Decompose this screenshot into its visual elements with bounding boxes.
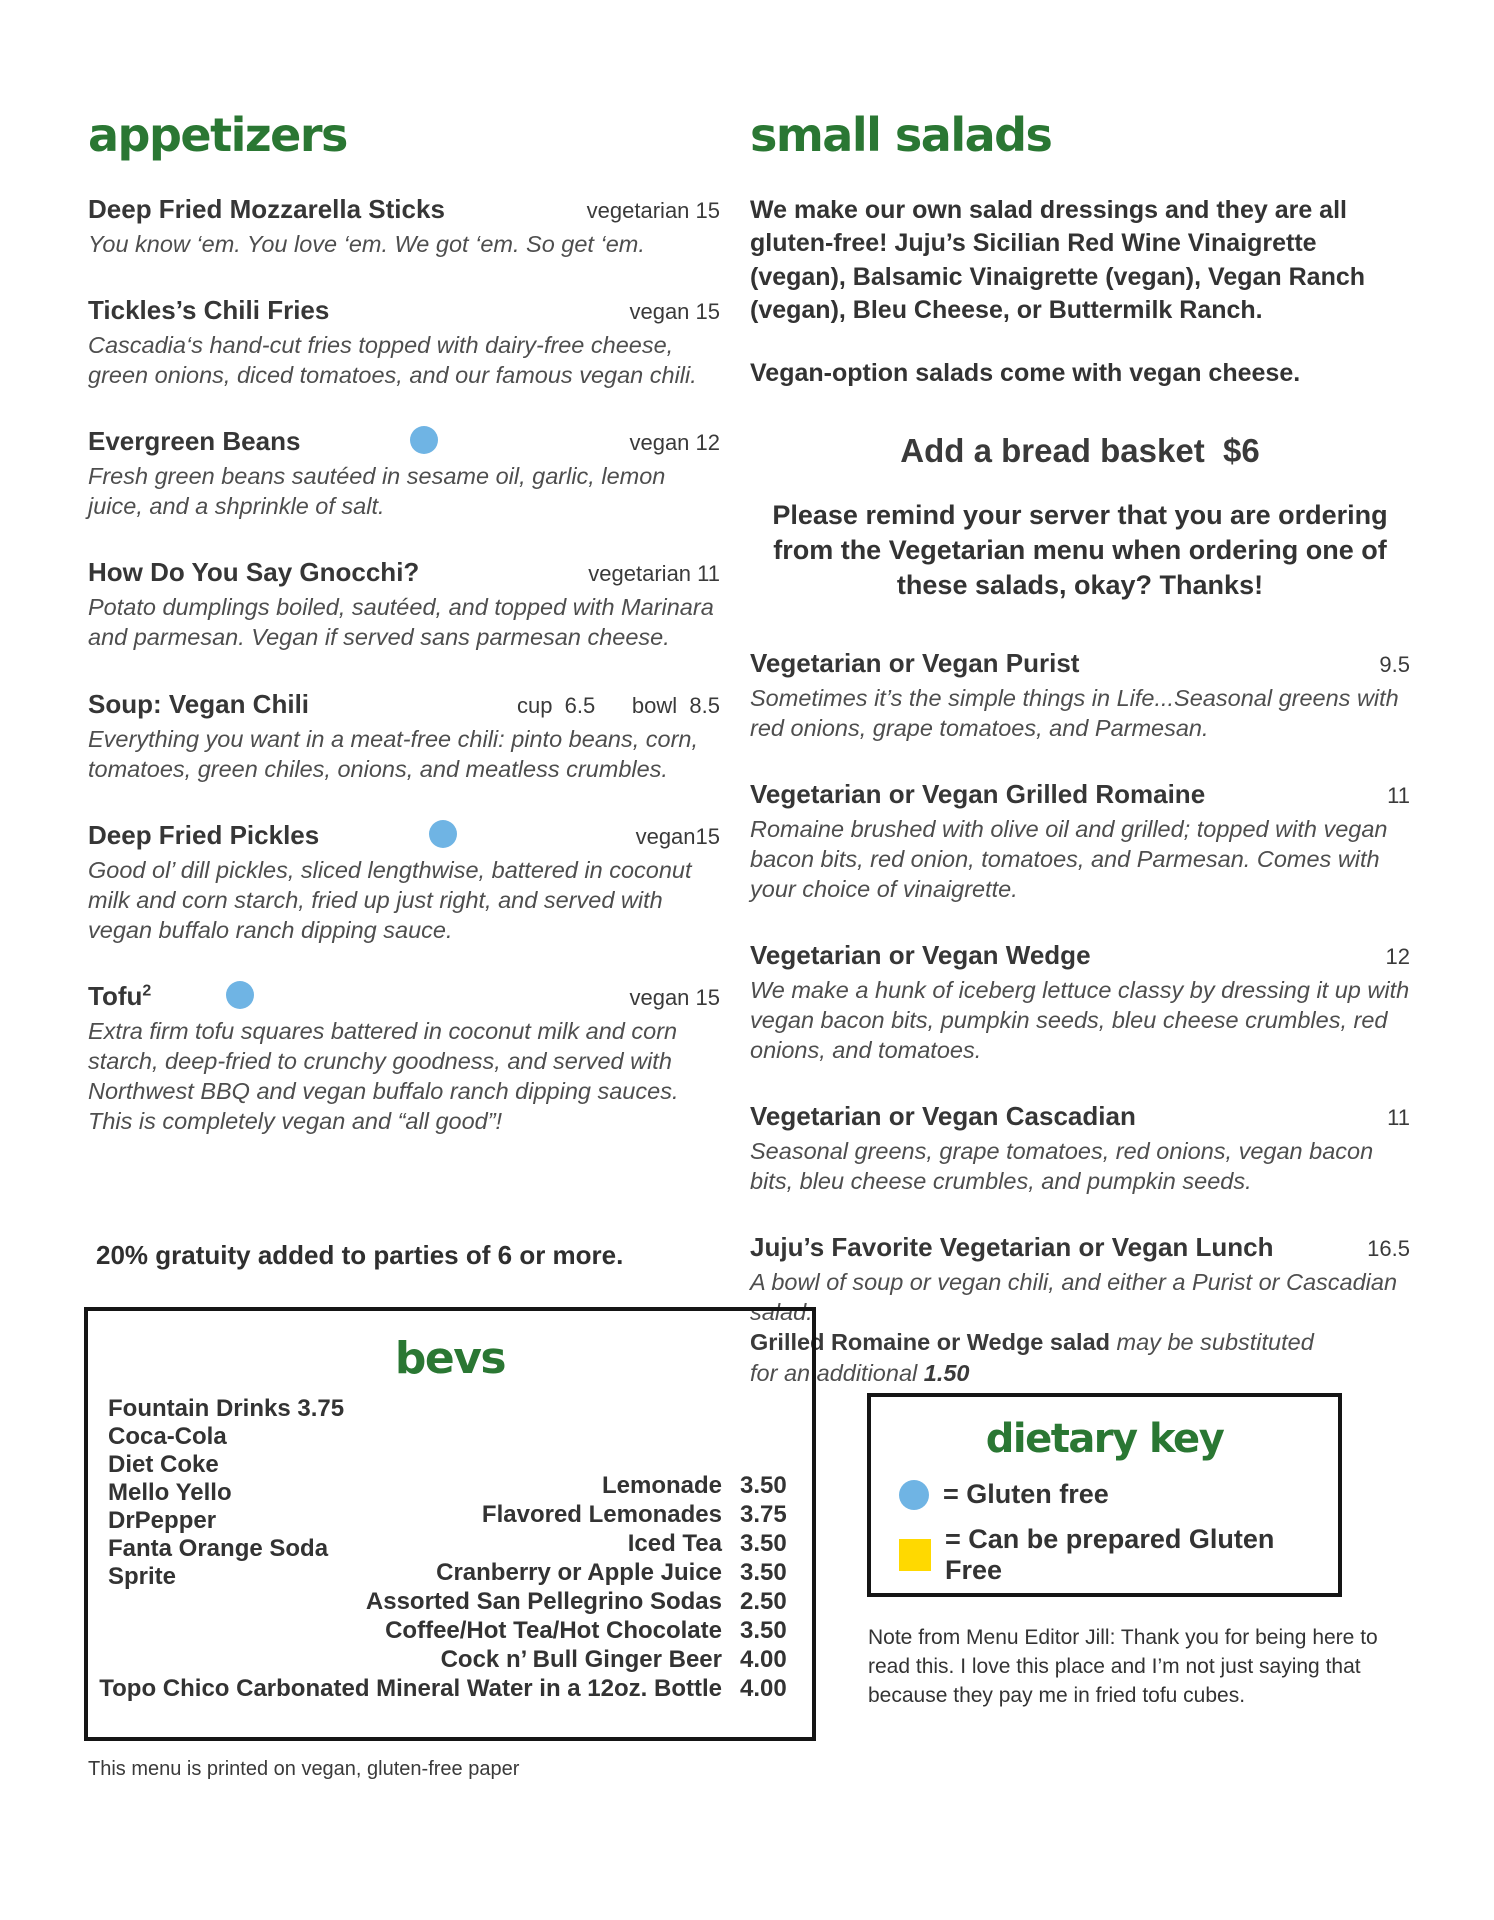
menu-item-jujus-favorite-lunch bbox=[750, 1232, 1410, 1387]
fountain-drink: Sprite bbox=[108, 1563, 177, 1590]
item-name: Soup: Vegan Chili bbox=[88, 688, 310, 719]
item-cup-bowl-price: cup 6.5 bowl 8.5 bbox=[516, 692, 720, 718]
bev-name: Cock n’ Bull Ginger Beer bbox=[440, 1646, 722, 1673]
bev-name: Lemonade bbox=[601, 1472, 722, 1499]
item-diet-price: vegan15 bbox=[635, 823, 720, 849]
item-description: Good ol’ dill pickles, sliced lengthwise, battered in coconut milk and corn starch, fried up just right, and served with vegan buffalo ranch dipping sauce. bbox=[88, 856, 692, 943]
item-name: Tofu$^2$ bbox=[88, 980, 152, 1011]
fountain-drink: Mello Yello bbox=[108, 1479, 232, 1506]
gluten-free-dot bbox=[410, 426, 438, 454]
gluten-free-key-row bbox=[899, 1479, 1338, 1510]
item-header bbox=[750, 779, 1410, 810]
bev-name: Iced Tea bbox=[627, 1530, 722, 1557]
menu-item-tickless-chili-fries bbox=[88, 295, 720, 390]
bev-row bbox=[99, 1558, 792, 1587]
item-header bbox=[88, 689, 720, 720]
fountain-drink: Coca-Cola bbox=[108, 1423, 227, 1450]
item-price: 16.5 bbox=[1367, 1236, 1410, 1262]
bev-row bbox=[99, 1529, 792, 1558]
item-description: You know ‘em. You love ‘em. We got ‘em. So get ‘em. bbox=[88, 231, 645, 257]
can-be-gluten-free-key-row bbox=[899, 1524, 1338, 1586]
item-header bbox=[88, 426, 720, 457]
gluten-free-dot bbox=[226, 981, 254, 1009]
bev-name: Topo Chico Carbonated Mineral Water in a 12oz. Bottle bbox=[99, 1675, 722, 1702]
menu-item-evergreen-beans bbox=[88, 426, 720, 521]
bev-name: Flavored Lemonades bbox=[481, 1501, 722, 1528]
fountain-drink: Fanta Orange Soda bbox=[108, 1535, 329, 1562]
item-name: Vegetarian or Vegan Cascadian bbox=[750, 1101, 1136, 1132]
item-description: A bowl of soup or vegan chili, and either a Purist or Cascadian salad. bbox=[750, 1269, 1398, 1326]
paper-note: This menu is printed on vegan, gluten-free paper bbox=[88, 1758, 520, 1780]
item-name: Vegetarian or Vegan Purist bbox=[750, 647, 1080, 678]
gluten-free-label: = Gluten free bbox=[943, 1479, 1109, 1509]
item-description: Extra firm tofu squares battered in coconut milk and corn starch, deep-fried to crunchy goodness, and served with Northwest BBQ and vegan buffalo ranch dipping sauces. This is completely vegan and “all good”! bbox=[88, 1017, 679, 1135]
bev-name: Coffee/Hot Tea/Hot Chocolate bbox=[385, 1617, 722, 1644]
bev-row bbox=[99, 1500, 792, 1529]
item-name: Deep Fried Pickles bbox=[88, 819, 320, 850]
substitution-salads: Grilled Romaine or Wedge salad bbox=[750, 1329, 1110, 1356]
item-diet-price: vegan 15 bbox=[629, 299, 720, 325]
item-description: Everything you want in a meat-free chili: pinto beans, corn, tomatoes, green chiles, onions, and meatless crumbles. bbox=[88, 725, 699, 782]
server-reminder: Please remind your server that you are ordering from the Vegetarian menu when ordering one of these salads, okay? Thanks! bbox=[772, 500, 1388, 601]
bev-price: 3.50 bbox=[740, 1472, 787, 1499]
bev-row bbox=[99, 1645, 792, 1674]
item-header bbox=[750, 940, 1410, 971]
menu-item-wedge-salad bbox=[750, 940, 1410, 1065]
appetizers-heading: appetizers bbox=[88, 108, 347, 162]
fountain-drink: Fountain Drinks 3.75 bbox=[108, 1395, 345, 1422]
bev-name: Assorted San Pellegrino Sodas bbox=[365, 1588, 722, 1615]
gratuity-note: 20% gratuity added to parties of 6 or more. bbox=[96, 1240, 624, 1271]
appetizers-section bbox=[88, 108, 720, 1271]
item-header bbox=[750, 648, 1410, 679]
item-header bbox=[750, 1101, 1410, 1132]
item-name-superscript: 2 bbox=[142, 982, 152, 1000]
bev-row bbox=[99, 1674, 792, 1703]
menu-item-how-do-you-say-gnocchi bbox=[88, 557, 720, 652]
item-name: Vegetarian or Vegan Wedge bbox=[750, 939, 1091, 970]
item-header bbox=[88, 194, 720, 225]
bevs-box bbox=[84, 1307, 816, 1741]
bread-basket-offer: Add a bread basket $6 bbox=[900, 432, 1260, 470]
bev-price: 4.00 bbox=[740, 1675, 787, 1702]
item-name: Deep Fried Mozzarella Sticks bbox=[88, 194, 445, 224]
item-name: Tickles’s Chili Fries bbox=[88, 295, 330, 326]
menu-item-soup-vegan-chili bbox=[88, 689, 720, 784]
item-name: Vegetarian or Vegan Grilled Romaine bbox=[750, 778, 1206, 809]
bev-price: 4.00 bbox=[740, 1646, 787, 1673]
menu-item-grilled-romaine-salad bbox=[750, 779, 1410, 904]
priced-bevs-list bbox=[99, 1471, 792, 1703]
bev-price: 3.75 bbox=[740, 1501, 787, 1528]
dietary-key-heading: dietary key bbox=[985, 1416, 1224, 1462]
item-description: Seasonal greens, grape tomatoes, red onions, vegan bacon bits, bleu cheese crumbles, and pumpkin seeds. bbox=[750, 1138, 1374, 1195]
item-header bbox=[88, 295, 720, 326]
bev-price: 3.50 bbox=[740, 1530, 787, 1557]
bev-row bbox=[99, 1471, 792, 1500]
item-header bbox=[88, 557, 720, 588]
fountain-drink: DrPepper bbox=[108, 1507, 217, 1534]
item-description: Fresh green beans sautéed in sesame oil, garlic, lemon juice, and a shprinkle of salt. bbox=[88, 463, 666, 520]
item-price: 11 bbox=[1387, 1105, 1410, 1131]
menu-item-purist-salad bbox=[750, 648, 1410, 743]
item-header bbox=[750, 1232, 1410, 1263]
substitution-note: Grilled Romaine or Wedge salad may be substituted for an additional 1.50 bbox=[750, 1329, 1314, 1386]
substitution-price: 1.50 bbox=[923, 1359, 970, 1386]
bev-row bbox=[99, 1616, 792, 1645]
item-description: Sometimes it’s the simple things in Life...Seasonal greens with red onions, grape tomatoes, and Parmesan. bbox=[750, 684, 1399, 741]
item-diet-price: vegetarian 11 bbox=[588, 561, 720, 587]
bev-row bbox=[99, 1587, 792, 1616]
bev-name: Cranberry or Apple Juice bbox=[436, 1559, 722, 1586]
item-description: Potato dumplings boiled, sautéed, and topped with Marinara and parmesan. Vegan if served sans parmesan cheese. bbox=[88, 594, 714, 651]
item-name: Evergreen Beans bbox=[88, 426, 301, 457]
bev-price: 3.50 bbox=[740, 1617, 787, 1644]
menu-editor-note: Note from Menu Editor Jill: Thank you for being here to read this. I love this place and I’m not just saying that because they pay me in fried tofu cubes. bbox=[868, 1626, 1378, 1707]
item-diet-price: vegan 15 bbox=[629, 984, 720, 1010]
item-price: 9.5 bbox=[1379, 651, 1410, 677]
item-header bbox=[88, 981, 720, 1012]
bevs-heading: bevs bbox=[394, 1333, 506, 1384]
item-name-wrap bbox=[88, 426, 438, 457]
can-be-gluten-free-label: = Can be prepared Gluten Free bbox=[945, 1524, 1275, 1585]
item-name: How Do You Say Gnocchi? bbox=[88, 557, 420, 588]
bev-price: 2.50 bbox=[740, 1588, 787, 1615]
dietary-key-box bbox=[867, 1393, 1342, 1597]
item-price: 12 bbox=[1385, 943, 1410, 969]
item-diet-price: vegetarian 15 bbox=[586, 198, 720, 223]
item-diet-price: vegan 12 bbox=[629, 430, 720, 456]
dressings-intro: We make our own salad dressings and they are all gluten-free! Juju’s Sicilian Red Wine Vinaigrette (vegan), Balsamic Vinaigrette (vegan), Vegan Ranch (vegan), Bleu Cheese, or Buttermilk Ranch. bbox=[750, 196, 1366, 324]
menu-item-tofu-squared bbox=[88, 981, 720, 1136]
menu-item-cascadian-salad bbox=[750, 1101, 1410, 1196]
item-description: We make a hunk of iceberg lettuce classy by dressing it up with vegan bacon bits, pumpkin seeds, bleu cheese crumbles, red onions, and tomatoes. bbox=[750, 976, 1410, 1064]
item-name-wrap bbox=[88, 981, 254, 1012]
menu-item-deep-fried-pickles bbox=[88, 820, 720, 945]
vegan-cheese-note: Vegan-option salads come with vegan cheese. bbox=[750, 359, 1301, 387]
gluten-free-dot bbox=[899, 1480, 929, 1510]
menu-item-deep-fried-mozzarella-sticks bbox=[88, 194, 720, 259]
item-description: Romaine brushed with olive oil and grilled; topped with vegan bacon bits, red onion, tomatoes, and Parmesan. Comes with your choice of vinaigrette. bbox=[750, 815, 1388, 902]
item-price: 11 bbox=[1387, 782, 1410, 808]
item-name: Juju’s Favorite Vegetarian or Vegan Lunch bbox=[750, 1232, 1274, 1263]
item-description: Cascadia‘s hand-cut fries topped with dairy-free cheese, green onions, diced tomatoes, and our famous vegan chili. bbox=[88, 332, 697, 389]
can-be-gluten-free-square bbox=[899, 1539, 931, 1571]
item-header bbox=[88, 820, 720, 851]
gluten-free-dot bbox=[429, 820, 457, 848]
item-name-wrap bbox=[88, 820, 457, 851]
fountain-drink: Diet Coke bbox=[108, 1451, 219, 1478]
small-salads-section bbox=[750, 108, 1410, 1424]
bev-price: 3.50 bbox=[740, 1559, 787, 1586]
small-salads-heading: small salads bbox=[750, 108, 1052, 162]
